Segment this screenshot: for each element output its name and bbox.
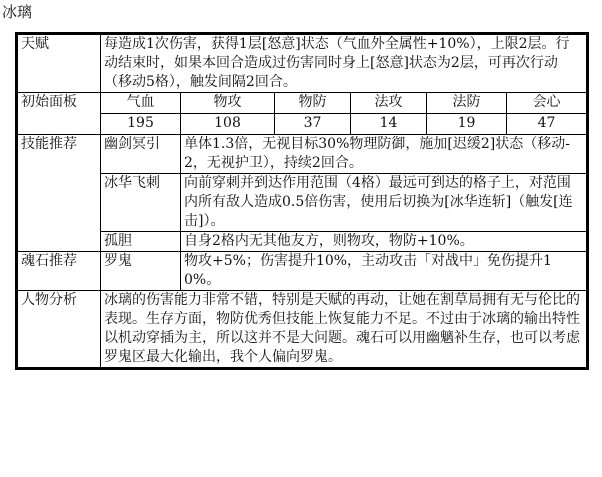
initial-panel-value-row [17,114,588,135]
stat-value-phys-atk: 108 [181,114,275,135]
skill-name: 幽剑冥引 [101,135,181,174]
analysis-label: 人物分析 [17,291,101,369]
soul-stone-description: 物攻+5%；伤害提升10%，主动攻击「对战中」免伤提升10%。 [181,252,588,291]
skill-description: 向前穿刺并到达作用范围（4格）最远可到达的格子上，对范围内所有敌人造成0.5倍伤害，使用后切换为[冰华连斩]（触发[连击]）。 [181,174,588,232]
stat-value-phys-def: 37 [275,114,351,135]
stat-header-crit: 会心 [507,93,588,114]
initial-panel-label: 初始面板 [17,93,101,135]
initial-panel-header-row [17,93,588,114]
skill-description: 单体1.3倍，无视目标30%物理防御，施加[迟缓2]状态（移动-2，无视护卫），持续2回合。 [181,135,588,174]
analysis-row [17,291,588,369]
skill-name: 孤胆 [101,232,181,252]
stat-header-mag-def: 法防 [427,93,507,114]
talent-text: 每造成1次伤害，获得1层[怒意]状态（气血外全属性+10%），上限2层。行动结束时，如果本回合造成过伤害同时身上[怒意]状态为2层，可再次行动（移动5格），触发间隔2回合。 [101,34,588,93]
stat-header-mag-atk: 法攻 [351,93,427,114]
character-info-table [15,32,589,370]
skill-description: 自身2格内无其他友方，则物攻，物防+10%。 [181,232,588,252]
stat-header-hp: 气血 [101,93,181,114]
skill-row [17,232,588,252]
skills-label: 技能推荐 [17,135,101,252]
soul-stone-label: 魂石推荐 [17,252,101,291]
talent-label: 天赋 [17,34,101,93]
stat-header-phys-atk: 物攻 [181,93,275,114]
stat-value-mag-atk: 14 [351,114,427,135]
stat-value-hp: 195 [101,114,181,135]
page-title: 冰璃 [2,3,33,21]
stat-value-mag-def: 19 [427,114,507,135]
skill-row [17,174,588,232]
stat-value-crit: 47 [507,114,588,135]
soul-stone-row [17,252,588,291]
soul-stone-name: 罗鬼 [101,252,181,291]
skill-name: 冰华飞刺 [101,174,181,232]
skill-row [17,135,588,174]
analysis-text: 冰璃的伤害能力非常不错，特别是天赋的再动，让她在割草局拥有无与伦比的表现。生存方面，物防优秀但技能上恢复能力不足。不过由于冰璃的输出特性以机动穿插为主，所以这并不是大问题。魂石可以用幽魑补生存，也可以考虑罗鬼区最大化输出，我个人偏向罗鬼。 [101,291,588,369]
talent-row [17,34,588,93]
stat-header-phys-def: 物防 [275,93,351,114]
